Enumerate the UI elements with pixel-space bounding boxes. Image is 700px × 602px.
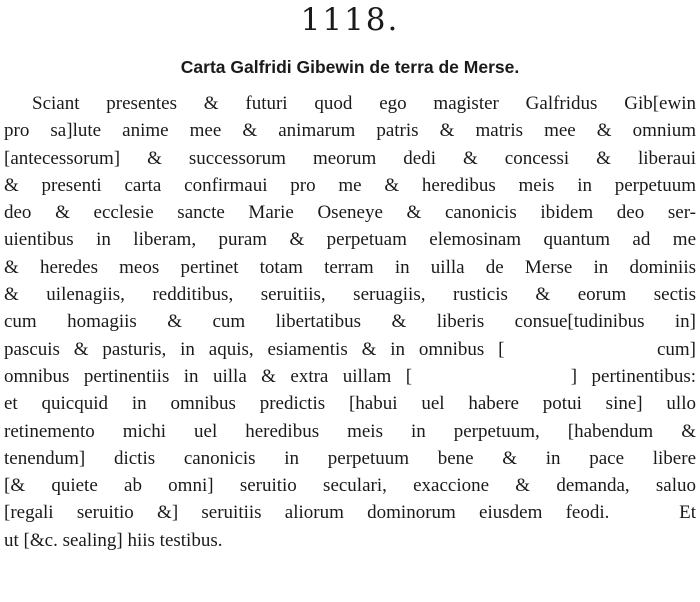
charter-heading: Carta Galfridi Gibewin de terra de Merse. [180,57,520,77]
text-line: pro sa]lute anime mee & animarum patris & matris mee & omnium [4,120,696,142]
text-line: retinemento michi uel heredibus meis in perpetuum, [habendum & [4,420,696,442]
text-line: [& quiete ab omni] seruitio seculari, exaccione & demanda, saluo [4,475,696,497]
text-line: deo & ecclesie sancte Marie Oseneye & canonicis ibidem deo ser- [4,202,696,224]
charter-number: 1118. [300,2,400,38]
text-line: cum homagiis & cum libertatibus & liberis consue[tudinibus in] [4,311,696,333]
text-line: [regali seruitio &] seruitiis aliorum dominorum eiusdem feodi. Et [4,502,696,524]
text-line: omnibus pertinentiis in uilla & extra uillam [ ] pertinentibus: [4,365,696,387]
text-line: & heredes meos pertinet totam terram in uilla de Merse in dominiis [4,256,696,278]
text-line: tenendum] dictis canonicis in perpetuum bene & in pace libere [4,447,696,469]
text-line: pascuis & pasturis, in aquis, esiamentis & in omnibus [ cum] [4,338,696,360]
text-line: Sciant presentes & futuri quod ego magister Galfridus Gib[ewin [32,93,696,114]
text-line: ut [&c. sealing] hiis testibus. [4,529,223,551]
charter-body [4,90,696,554]
text-line: & presenti carta confirmaui pro me & heredibus meis in perpetuum [4,174,696,196]
text-line: [antecessorum] & successorum meorum dedi & concessi & liberaui [4,147,696,169]
text-line: uientibus in liberam, puram & perpetuam elemosinam quantum ad me [4,229,696,251]
text-line: et quicquid in omnibus predictis [habui uel habere potui sine] ullo [4,393,696,415]
text-line: & uilenagiis, redditibus, seruitiis, seruagiis, rusticis & eorum sectis [4,284,696,306]
